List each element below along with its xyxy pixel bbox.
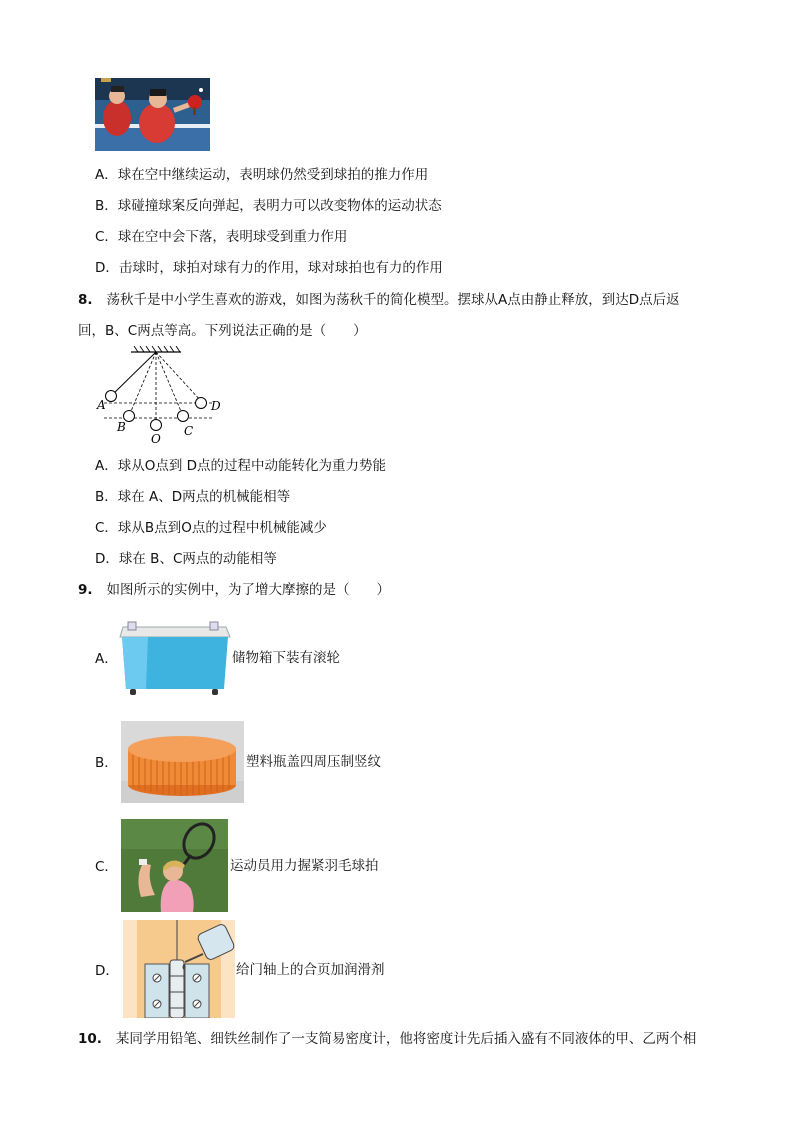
q7-option-d: D．击球时，球拍对球有力的作用，球对球拍也有力的作用 xyxy=(95,260,443,276)
swing-diagram xyxy=(96,346,230,446)
label-a: A xyxy=(97,398,106,412)
storage-box-photo xyxy=(118,617,231,697)
label-b: B xyxy=(117,420,126,434)
q9-option-d-text: 给门轴上的合页加润滑剂 xyxy=(236,962,385,978)
q9-option-a-letter: A． xyxy=(95,651,118,667)
q8-stem-text: 荡秋千是中小学生喜欢的游戏，如图为荡秋千的简化模型。摆球从A点由静止释放，到达D点后返 xyxy=(106,292,680,308)
q9-option-b-text: 塑料瓶盖四周压制竖纹 xyxy=(246,754,381,770)
q9-stem-line xyxy=(78,581,390,599)
q8-option-a: A．球从O点到 D点的过程中动能转化为重力势能 xyxy=(95,458,387,474)
athlete-racket-photo xyxy=(121,819,228,912)
q7-option-b: B．球碰撞球案反向弹起，表明力可以改变物体的运动状态 xyxy=(95,198,442,214)
q7-option-a: A．球在空中继续运动，表明球仍然受到球拍的推力作用 xyxy=(95,167,429,183)
question-number: 10. xyxy=(78,1031,102,1047)
q9-option-c-text: 运动员用力握紧羽毛球拍 xyxy=(230,858,379,874)
question-number: 8. xyxy=(78,292,93,308)
q8-stem-line2: 回，B、C两点等高。下列说法正确的是（ ） xyxy=(78,323,367,339)
q9-option-a-text: 储物箱下装有滚轮 xyxy=(232,650,340,666)
label-c: C xyxy=(184,424,194,438)
q8-stem-line1 xyxy=(78,291,680,309)
q9-stem-text: 如图所示的实例中，为了增大摩擦的是（ ） xyxy=(106,582,391,598)
label-d: D xyxy=(211,399,221,413)
label-o: O xyxy=(151,432,161,446)
table-tennis-photo xyxy=(95,78,210,151)
question-number: 9. xyxy=(78,582,93,598)
q8-option-b: B．球在 A、D两点的机械能相等 xyxy=(95,489,291,505)
q9-option-c-letter: C． xyxy=(95,859,118,875)
door-hinge-drawing xyxy=(123,920,235,1018)
bottle-cap-photo xyxy=(121,721,244,803)
q10-stem-line xyxy=(78,1030,696,1048)
q9-option-b-letter: B． xyxy=(95,755,118,771)
q9-option-d-letter: D． xyxy=(95,963,119,979)
q8-option-c: C．球从B点到O点的过程中机械能减少 xyxy=(95,520,327,536)
q7-option-c: C．球在空中会下落，表明球受到重力作用 xyxy=(95,229,348,245)
q10-stem-text: 某同学用铅笔、细铁丝制作了一支简易密度计，他将密度计先后插入盛有不同液体的甲、乙两个相 xyxy=(115,1031,697,1047)
q8-option-d: D．球在 B、C两点的动能相等 xyxy=(95,551,277,567)
